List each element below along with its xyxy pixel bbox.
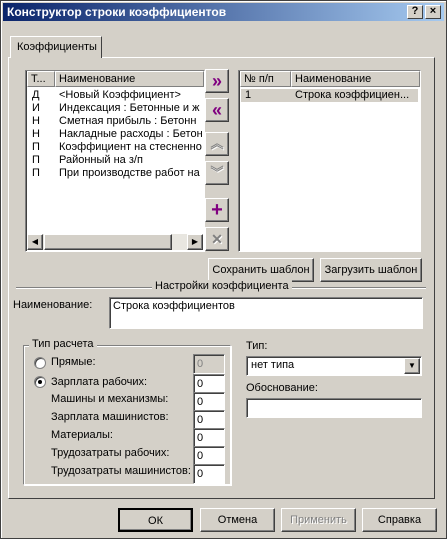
save-template-button[interactable]: Сохранить шаблон [208, 258, 314, 282]
help-title-button[interactable]: ? [407, 5, 423, 19]
scroll-left-button[interactable]: ◀ [27, 234, 43, 250]
column-header-name[interactable]: Наименование [55, 71, 204, 87]
field-label: Материалы: [51, 429, 113, 441]
field-input[interactable]: 0 [193, 374, 225, 394]
justification-label: Обоснование: [246, 382, 318, 394]
list-item-type: Н [32, 128, 40, 140]
field-input[interactable]: 0 [193, 428, 225, 448]
load-template-button[interactable]: Загрузить шаблон [320, 258, 422, 282]
direct-input[interactable]: 0 [193, 354, 225, 374]
available-coefficients-list[interactable] [25, 70, 205, 252]
field-input[interactable]: 0 [193, 410, 225, 430]
field-input[interactable]: 0 [193, 464, 225, 484]
title-bar[interactable] [3, 3, 444, 21]
chevron-down-icon[interactable]: ▼ [404, 358, 420, 374]
list-item[interactable] [28, 141, 204, 154]
add-button[interactable]: + [205, 198, 229, 222]
move-all-right-button[interactable]: » [205, 69, 229, 93]
selected-coefficients-list[interactable] [238, 70, 421, 252]
field-input[interactable]: 0 [193, 446, 225, 466]
list-item[interactable] [28, 115, 204, 128]
list-item-type: П [32, 167, 40, 179]
field-input[interactable]: 0 [193, 392, 225, 412]
field-label: Трудозатраты машинистов: [51, 465, 191, 477]
list-item-number: 1 [245, 89, 252, 101]
radio-salary[interactable] [34, 376, 46, 388]
field-label: Зарплата машинистов: [51, 411, 169, 423]
list-item-name: Коэффициент на стесненно [59, 141, 202, 153]
list-item-type: Н [32, 115, 40, 127]
list-item-name: Строка коэффициен... [295, 89, 410, 101]
ok-button[interactable]: ОК [118, 508, 193, 532]
radio-direct[interactable] [34, 357, 46, 369]
direct-label: Прямые: [51, 356, 96, 368]
column-header-name[interactable]: Наименование [291, 71, 420, 87]
field-label: Машины и механизмы: [51, 393, 169, 405]
window-title: Конструктор строки коэффициентов [7, 5, 227, 19]
name-label: Наименование: [13, 299, 93, 311]
list-item-name: Районный на з/п [59, 154, 143, 166]
type-select-value: нет типа [251, 359, 295, 371]
list-item-type: Д [32, 89, 40, 101]
type-select[interactable] [246, 356, 422, 376]
name-input[interactable]: Строка коэффициентов [109, 297, 423, 329]
horizontal-scrollbar[interactable] [27, 234, 203, 250]
list-item-name: <Новый Коэффициент> [59, 89, 181, 101]
list-item-type: И [32, 102, 40, 114]
list-item-name: Накладные расходы : Бетон [59, 128, 203, 140]
move-down-button[interactable]: ︾ [205, 161, 229, 185]
field-label: Зарплата рабочих: [51, 376, 148, 388]
list-item-name: Сметная прибыль : Бетонн [59, 115, 197, 127]
delete-button[interactable]: ✕ [205, 227, 229, 251]
list-item[interactable] [28, 89, 204, 102]
list-item-type: П [32, 141, 40, 153]
tab-page [8, 57, 435, 499]
list-item[interactable] [28, 154, 204, 167]
justification-input[interactable] [246, 398, 422, 418]
calc-type-title: Тип расчета [29, 338, 97, 350]
move-all-left-button[interactable]: « [205, 98, 229, 122]
help-button[interactable]: Справка [362, 508, 437, 532]
list-item[interactable] [241, 89, 418, 102]
scroll-right-button[interactable]: ▶ [187, 234, 203, 250]
settings-title: Настройки коэффициента [152, 280, 292, 292]
move-up-button[interactable]: ︽ [205, 132, 229, 156]
type-label: Тип: [246, 340, 268, 352]
list-item[interactable] [28, 167, 204, 180]
cancel-button[interactable]: Отмена [200, 508, 275, 532]
list-item[interactable] [28, 128, 204, 141]
tab-coefficients[interactable] [10, 36, 102, 58]
close-button[interactable]: × [425, 5, 441, 19]
tab-label: Коэффициенты [17, 41, 97, 53]
list-item-name: Индексация : Бетонные и ж [59, 102, 200, 114]
apply-button[interactable]: Применить [281, 508, 356, 532]
list-item-name: При производстве работ на [59, 167, 200, 179]
column-header-number[interactable]: № п/п [240, 71, 291, 87]
column-header-type[interactable]: Т... [27, 71, 55, 87]
list-item[interactable] [28, 102, 204, 115]
scroll-thumb[interactable] [44, 234, 172, 250]
list-item-type: П [32, 154, 40, 166]
field-label: Трудозатраты рабочих: [51, 447, 170, 459]
